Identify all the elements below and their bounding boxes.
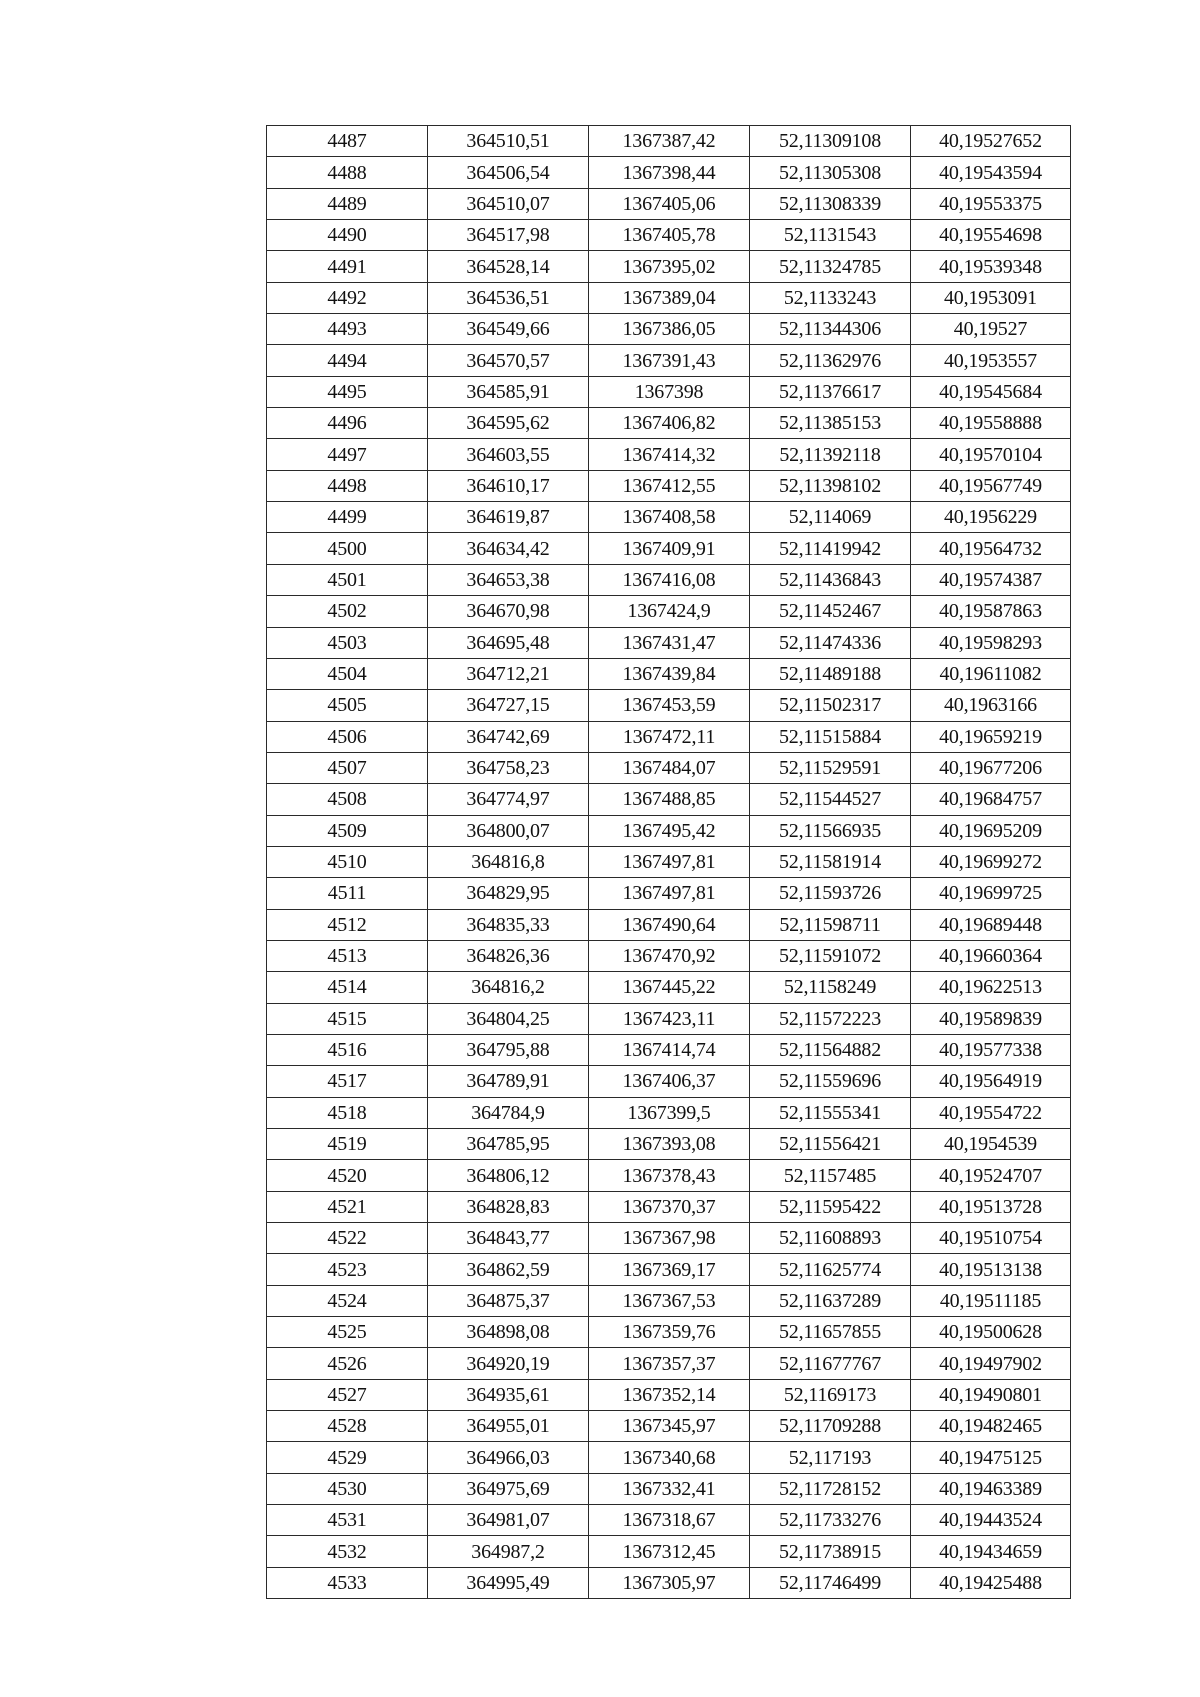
- latitude-cell: 52,11591072: [750, 940, 911, 971]
- latitude-cell: 52,1133243: [750, 282, 911, 313]
- x-coordinate-cell: 364826,36: [428, 940, 589, 971]
- x-coordinate-cell: 364506,54: [428, 157, 589, 188]
- longitude-cell: 40,19524707: [911, 1160, 1071, 1191]
- longitude-cell: 40,19497902: [911, 1348, 1071, 1379]
- point-number-cell: 4501: [267, 564, 428, 595]
- point-number-cell: 4497: [267, 439, 428, 470]
- x-coordinate-cell: 364570,57: [428, 345, 589, 376]
- point-number-cell: 4533: [267, 1567, 428, 1598]
- latitude-cell: 52,11489188: [750, 658, 911, 689]
- point-number-cell: 4488: [267, 157, 428, 188]
- y-coordinate-cell: 1367453,59: [589, 690, 750, 721]
- longitude-cell: 40,19699272: [911, 846, 1071, 877]
- longitude-cell: 40,1953557: [911, 345, 1071, 376]
- longitude-cell: 40,19490801: [911, 1379, 1071, 1410]
- y-coordinate-cell: 1367439,84: [589, 658, 750, 689]
- y-coordinate-cell: 1367378,43: [589, 1160, 750, 1191]
- y-coordinate-cell: 1367387,42: [589, 126, 750, 157]
- y-coordinate-cell: 1367409,91: [589, 533, 750, 564]
- y-coordinate-cell: 1367367,53: [589, 1285, 750, 1316]
- point-number-cell: 4503: [267, 627, 428, 658]
- table-row: [267, 188, 1071, 219]
- x-coordinate-cell: 364758,23: [428, 752, 589, 783]
- table-row: [267, 126, 1071, 157]
- y-coordinate-cell: 1367488,85: [589, 784, 750, 815]
- latitude-cell: 52,11581914: [750, 846, 911, 877]
- longitude-cell: 40,19475125: [911, 1442, 1071, 1473]
- longitude-cell: 40,19684757: [911, 784, 1071, 815]
- longitude-cell: 40,19500628: [911, 1317, 1071, 1348]
- latitude-cell: 52,114069: [750, 502, 911, 533]
- table-row: [267, 940, 1071, 971]
- y-coordinate-cell: 1367332,41: [589, 1473, 750, 1504]
- x-coordinate-cell: 364862,59: [428, 1254, 589, 1285]
- point-number-cell: 4490: [267, 220, 428, 251]
- latitude-cell: 52,11385153: [750, 408, 911, 439]
- x-coordinate-cell: 364795,88: [428, 1034, 589, 1065]
- y-coordinate-cell: 1367412,55: [589, 470, 750, 501]
- longitude-cell: 40,19545684: [911, 376, 1071, 407]
- point-number-cell: 4519: [267, 1129, 428, 1160]
- table-row: [267, 1034, 1071, 1065]
- latitude-cell: 52,11309108: [750, 126, 911, 157]
- point-number-cell: 4529: [267, 1442, 428, 1473]
- table-row: [267, 1473, 1071, 1504]
- table-row: [267, 972, 1071, 1003]
- point-number-cell: 4491: [267, 251, 428, 282]
- latitude-cell: 52,11305308: [750, 157, 911, 188]
- x-coordinate-cell: 364987,2: [428, 1536, 589, 1567]
- x-coordinate-cell: 364727,15: [428, 690, 589, 721]
- latitude-cell: 52,11625774: [750, 1254, 911, 1285]
- longitude-cell: 40,19463389: [911, 1473, 1071, 1504]
- point-number-cell: 4492: [267, 282, 428, 313]
- x-coordinate-cell: 364898,08: [428, 1317, 589, 1348]
- y-coordinate-cell: 1367445,22: [589, 972, 750, 1003]
- longitude-cell: 40,19443524: [911, 1505, 1071, 1536]
- x-coordinate-cell: 364670,98: [428, 596, 589, 627]
- y-coordinate-cell: 1367472,11: [589, 721, 750, 752]
- y-coordinate-cell: 1367424,9: [589, 596, 750, 627]
- table-row: [267, 1191, 1071, 1222]
- table-row: [267, 658, 1071, 689]
- latitude-cell: 52,11452467: [750, 596, 911, 627]
- table-row: [267, 1348, 1071, 1379]
- longitude-cell: 40,19660364: [911, 940, 1071, 971]
- point-number-cell: 4505: [267, 690, 428, 721]
- latitude-cell: 52,11362976: [750, 345, 911, 376]
- x-coordinate-cell: 364784,9: [428, 1097, 589, 1128]
- table-row: [267, 1411, 1071, 1442]
- point-number-cell: 4530: [267, 1473, 428, 1504]
- latitude-cell: 52,117193: [750, 1442, 911, 1473]
- x-coordinate-cell: 364920,19: [428, 1348, 589, 1379]
- table-row: [267, 1097, 1071, 1128]
- table-row: [267, 1317, 1071, 1348]
- table-row: [267, 690, 1071, 721]
- latitude-cell: 52,11746499: [750, 1567, 911, 1598]
- longitude-cell: 40,1956229: [911, 502, 1071, 533]
- table-row: [267, 1505, 1071, 1536]
- point-number-cell: 4506: [267, 721, 428, 752]
- table-row: [267, 502, 1071, 533]
- y-coordinate-cell: 1367345,97: [589, 1411, 750, 1442]
- x-coordinate-cell: 364789,91: [428, 1066, 589, 1097]
- longitude-cell: 40,19622513: [911, 972, 1071, 1003]
- longitude-cell: 40,19567749: [911, 470, 1071, 501]
- point-number-cell: 4493: [267, 314, 428, 345]
- x-coordinate-cell: 364955,01: [428, 1411, 589, 1442]
- latitude-cell: 52,11564882: [750, 1034, 911, 1065]
- point-number-cell: 4517: [267, 1066, 428, 1097]
- point-number-cell: 4511: [267, 878, 428, 909]
- y-coordinate-cell: 1367405,78: [589, 220, 750, 251]
- table-row: [267, 1066, 1071, 1097]
- y-coordinate-cell: 1367495,42: [589, 815, 750, 846]
- point-number-cell: 4532: [267, 1536, 428, 1567]
- point-number-cell: 4509: [267, 815, 428, 846]
- x-coordinate-cell: 364528,14: [428, 251, 589, 282]
- point-number-cell: 4520: [267, 1160, 428, 1191]
- longitude-cell: 40,19570104: [911, 439, 1071, 470]
- y-coordinate-cell: 1367408,58: [589, 502, 750, 533]
- longitude-cell: 40,19513728: [911, 1191, 1071, 1222]
- table-row: [267, 909, 1071, 940]
- longitude-cell: 40,19564919: [911, 1066, 1071, 1097]
- x-coordinate-cell: 364966,03: [428, 1442, 589, 1473]
- latitude-cell: 52,11344306: [750, 314, 911, 345]
- longitude-cell: 40,19527: [911, 314, 1071, 345]
- y-coordinate-cell: 1367398,44: [589, 157, 750, 188]
- table-row: [267, 1003, 1071, 1034]
- y-coordinate-cell: 1367484,07: [589, 752, 750, 783]
- x-coordinate-cell: 364634,42: [428, 533, 589, 564]
- table-row: [267, 721, 1071, 752]
- table-row: [267, 596, 1071, 627]
- y-coordinate-cell: 1367399,5: [589, 1097, 750, 1128]
- y-coordinate-cell: 1367312,45: [589, 1536, 750, 1567]
- y-coordinate-cell: 1367398: [589, 376, 750, 407]
- latitude-cell: 52,11308339: [750, 188, 911, 219]
- longitude-cell: 40,19699725: [911, 878, 1071, 909]
- point-number-cell: 4500: [267, 533, 428, 564]
- y-coordinate-cell: 1367406,37: [589, 1066, 750, 1097]
- latitude-cell: 52,11529591: [750, 752, 911, 783]
- longitude-cell: 40,1953091: [911, 282, 1071, 313]
- point-number-cell: 4518: [267, 1097, 428, 1128]
- table-row: [267, 220, 1071, 251]
- longitude-cell: 40,19577338: [911, 1034, 1071, 1065]
- table-row: [267, 1442, 1071, 1473]
- table-row: [267, 439, 1071, 470]
- latitude-cell: 52,1158249: [750, 972, 911, 1003]
- latitude-cell: 52,11728152: [750, 1473, 911, 1504]
- table-row: [267, 564, 1071, 595]
- point-number-cell: 4498: [267, 470, 428, 501]
- point-number-cell: 4528: [267, 1411, 428, 1442]
- point-number-cell: 4510: [267, 846, 428, 877]
- longitude-cell: 40,19554698: [911, 220, 1071, 251]
- x-coordinate-cell: 364510,51: [428, 126, 589, 157]
- coordinates-table: [266, 125, 1071, 1599]
- x-coordinate-cell: 364975,69: [428, 1473, 589, 1504]
- point-number-cell: 4495: [267, 376, 428, 407]
- point-number-cell: 4526: [267, 1348, 428, 1379]
- x-coordinate-cell: 364816,2: [428, 972, 589, 1003]
- y-coordinate-cell: 1367318,67: [589, 1505, 750, 1536]
- latitude-cell: 52,11398102: [750, 470, 911, 501]
- longitude-cell: 40,19574387: [911, 564, 1071, 595]
- longitude-cell: 40,19510754: [911, 1223, 1071, 1254]
- y-coordinate-cell: 1367414,74: [589, 1034, 750, 1065]
- point-number-cell: 4504: [267, 658, 428, 689]
- table-row: [267, 345, 1071, 376]
- x-coordinate-cell: 364804,25: [428, 1003, 589, 1034]
- x-coordinate-cell: 364619,87: [428, 502, 589, 533]
- longitude-cell: 40,19543594: [911, 157, 1071, 188]
- latitude-cell: 52,11738915: [750, 1536, 911, 1567]
- longitude-cell: 40,19425488: [911, 1567, 1071, 1598]
- y-coordinate-cell: 1367490,64: [589, 909, 750, 940]
- x-coordinate-cell: 364829,95: [428, 878, 589, 909]
- latitude-cell: 52,11595422: [750, 1191, 911, 1222]
- x-coordinate-cell: 364875,37: [428, 1285, 589, 1316]
- x-coordinate-cell: 364595,62: [428, 408, 589, 439]
- point-number-cell: 4524: [267, 1285, 428, 1316]
- table-row: [267, 815, 1071, 846]
- longitude-cell: 40,19677206: [911, 752, 1071, 783]
- point-number-cell: 4496: [267, 408, 428, 439]
- y-coordinate-cell: 1367431,47: [589, 627, 750, 658]
- table-row: [267, 1223, 1071, 1254]
- latitude-cell: 52,11566935: [750, 815, 911, 846]
- table-row: [267, 408, 1071, 439]
- longitude-cell: 40,19564732: [911, 533, 1071, 564]
- point-number-cell: 4525: [267, 1317, 428, 1348]
- latitude-cell: 52,11733276: [750, 1505, 911, 1536]
- longitude-cell: 40,19558888: [911, 408, 1071, 439]
- x-coordinate-cell: 364843,77: [428, 1223, 589, 1254]
- point-number-cell: 4502: [267, 596, 428, 627]
- latitude-cell: 52,11637289: [750, 1285, 911, 1316]
- y-coordinate-cell: 1367352,14: [589, 1379, 750, 1410]
- table-row: [267, 627, 1071, 658]
- longitude-cell: 40,19511185: [911, 1285, 1071, 1316]
- y-coordinate-cell: 1367416,08: [589, 564, 750, 595]
- x-coordinate-cell: 364785,95: [428, 1129, 589, 1160]
- coordinates-table-body: [267, 126, 1071, 1599]
- point-number-cell: 4514: [267, 972, 428, 1003]
- latitude-cell: 52,11598711: [750, 909, 911, 940]
- longitude-cell: 40,19513138: [911, 1254, 1071, 1285]
- longitude-cell: 40,19553375: [911, 188, 1071, 219]
- longitude-cell: 40,19695209: [911, 815, 1071, 846]
- latitude-cell: 52,11502317: [750, 690, 911, 721]
- table-row: [267, 784, 1071, 815]
- y-coordinate-cell: 1367393,08: [589, 1129, 750, 1160]
- longitude-cell: 40,19434659: [911, 1536, 1071, 1567]
- point-number-cell: 4522: [267, 1223, 428, 1254]
- y-coordinate-cell: 1367423,11: [589, 1003, 750, 1034]
- latitude-cell: 52,11709288: [750, 1411, 911, 1442]
- point-number-cell: 4507: [267, 752, 428, 783]
- x-coordinate-cell: 364510,07: [428, 188, 589, 219]
- point-number-cell: 4512: [267, 909, 428, 940]
- x-coordinate-cell: 364835,33: [428, 909, 589, 940]
- latitude-cell: 52,11556421: [750, 1129, 911, 1160]
- y-coordinate-cell: 1367359,76: [589, 1317, 750, 1348]
- latitude-cell: 52,11392118: [750, 439, 911, 470]
- y-coordinate-cell: 1367497,81: [589, 878, 750, 909]
- x-coordinate-cell: 364585,91: [428, 376, 589, 407]
- point-number-cell: 4521: [267, 1191, 428, 1222]
- x-coordinate-cell: 364774,97: [428, 784, 589, 815]
- longitude-cell: 40,19659219: [911, 721, 1071, 752]
- latitude-cell: 52,11677767: [750, 1348, 911, 1379]
- latitude-cell: 52,11515884: [750, 721, 911, 752]
- longitude-cell: 40,19611082: [911, 658, 1071, 689]
- x-coordinate-cell: 364816,8: [428, 846, 589, 877]
- x-coordinate-cell: 364806,12: [428, 1160, 589, 1191]
- latitude-cell: 52,11436843: [750, 564, 911, 595]
- point-number-cell: 4531: [267, 1505, 428, 1536]
- longitude-cell: 40,19482465: [911, 1411, 1071, 1442]
- table-row: [267, 1567, 1071, 1598]
- point-number-cell: 4508: [267, 784, 428, 815]
- x-coordinate-cell: 364536,51: [428, 282, 589, 313]
- y-coordinate-cell: 1367386,05: [589, 314, 750, 345]
- table-row: [267, 251, 1071, 282]
- x-coordinate-cell: 364800,07: [428, 815, 589, 846]
- table-row: [267, 1379, 1071, 1410]
- point-number-cell: 4487: [267, 126, 428, 157]
- point-number-cell: 4523: [267, 1254, 428, 1285]
- table-row: [267, 846, 1071, 877]
- y-coordinate-cell: 1367414,32: [589, 439, 750, 470]
- x-coordinate-cell: 364935,61: [428, 1379, 589, 1410]
- point-number-cell: 4499: [267, 502, 428, 533]
- latitude-cell: 52,1157485: [750, 1160, 911, 1191]
- latitude-cell: 52,11559696: [750, 1066, 911, 1097]
- x-coordinate-cell: 364742,69: [428, 721, 589, 752]
- point-number-cell: 4516: [267, 1034, 428, 1065]
- point-number-cell: 4494: [267, 345, 428, 376]
- longitude-cell: 40,1963166: [911, 690, 1071, 721]
- table-row: [267, 157, 1071, 188]
- longitude-cell: 40,19689448: [911, 909, 1071, 940]
- table-row: [267, 282, 1071, 313]
- y-coordinate-cell: 1367370,37: [589, 1191, 750, 1222]
- x-coordinate-cell: 364610,17: [428, 470, 589, 501]
- latitude-cell: 52,11544527: [750, 784, 911, 815]
- longitude-cell: 40,19589839: [911, 1003, 1071, 1034]
- table-row: [267, 376, 1071, 407]
- x-coordinate-cell: 364603,55: [428, 439, 589, 470]
- y-coordinate-cell: 1367305,97: [589, 1567, 750, 1598]
- latitude-cell: 52,1131543: [750, 220, 911, 251]
- latitude-cell: 52,1169173: [750, 1379, 911, 1410]
- table-row: [267, 878, 1071, 909]
- latitude-cell: 52,11657855: [750, 1317, 911, 1348]
- table-row: [267, 533, 1071, 564]
- y-coordinate-cell: 1367406,82: [589, 408, 750, 439]
- point-number-cell: 4489: [267, 188, 428, 219]
- table-row: [267, 752, 1071, 783]
- x-coordinate-cell: 364549,66: [428, 314, 589, 345]
- longitude-cell: 40,1954539: [911, 1129, 1071, 1160]
- table-row: [267, 1285, 1071, 1316]
- y-coordinate-cell: 1367391,43: [589, 345, 750, 376]
- y-coordinate-cell: 1367470,92: [589, 940, 750, 971]
- latitude-cell: 52,11608893: [750, 1223, 911, 1254]
- y-coordinate-cell: 1367340,68: [589, 1442, 750, 1473]
- latitude-cell: 52,11474336: [750, 627, 911, 658]
- table-row: [267, 1160, 1071, 1191]
- latitude-cell: 52,11324785: [750, 251, 911, 282]
- x-coordinate-cell: 364653,38: [428, 564, 589, 595]
- latitude-cell: 52,11555341: [750, 1097, 911, 1128]
- latitude-cell: 52,11593726: [750, 878, 911, 909]
- longitude-cell: 40,19527652: [911, 126, 1071, 157]
- latitude-cell: 52,11419942: [750, 533, 911, 564]
- longitude-cell: 40,19554722: [911, 1097, 1071, 1128]
- table-row: [267, 1536, 1071, 1567]
- x-coordinate-cell: 364695,48: [428, 627, 589, 658]
- y-coordinate-cell: 1367389,04: [589, 282, 750, 313]
- table-row: [267, 314, 1071, 345]
- longitude-cell: 40,19598293: [911, 627, 1071, 658]
- x-coordinate-cell: 364981,07: [428, 1505, 589, 1536]
- y-coordinate-cell: 1367395,02: [589, 251, 750, 282]
- latitude-cell: 52,11376617: [750, 376, 911, 407]
- y-coordinate-cell: 1367497,81: [589, 846, 750, 877]
- y-coordinate-cell: 1367357,37: [589, 1348, 750, 1379]
- y-coordinate-cell: 1367369,17: [589, 1254, 750, 1285]
- x-coordinate-cell: 364995,49: [428, 1567, 589, 1598]
- table-row: [267, 1129, 1071, 1160]
- longitude-cell: 40,19539348: [911, 251, 1071, 282]
- y-coordinate-cell: 1367367,98: [589, 1223, 750, 1254]
- table-row: [267, 470, 1071, 501]
- latitude-cell: 52,11572223: [750, 1003, 911, 1034]
- table-row: [267, 1254, 1071, 1285]
- x-coordinate-cell: 364828,83: [428, 1191, 589, 1222]
- y-coordinate-cell: 1367405,06: [589, 188, 750, 219]
- x-coordinate-cell: 364712,21: [428, 658, 589, 689]
- point-number-cell: 4513: [267, 940, 428, 971]
- longitude-cell: 40,19587863: [911, 596, 1071, 627]
- point-number-cell: 4527: [267, 1379, 428, 1410]
- x-coordinate-cell: 364517,98: [428, 220, 589, 251]
- point-number-cell: 4515: [267, 1003, 428, 1034]
